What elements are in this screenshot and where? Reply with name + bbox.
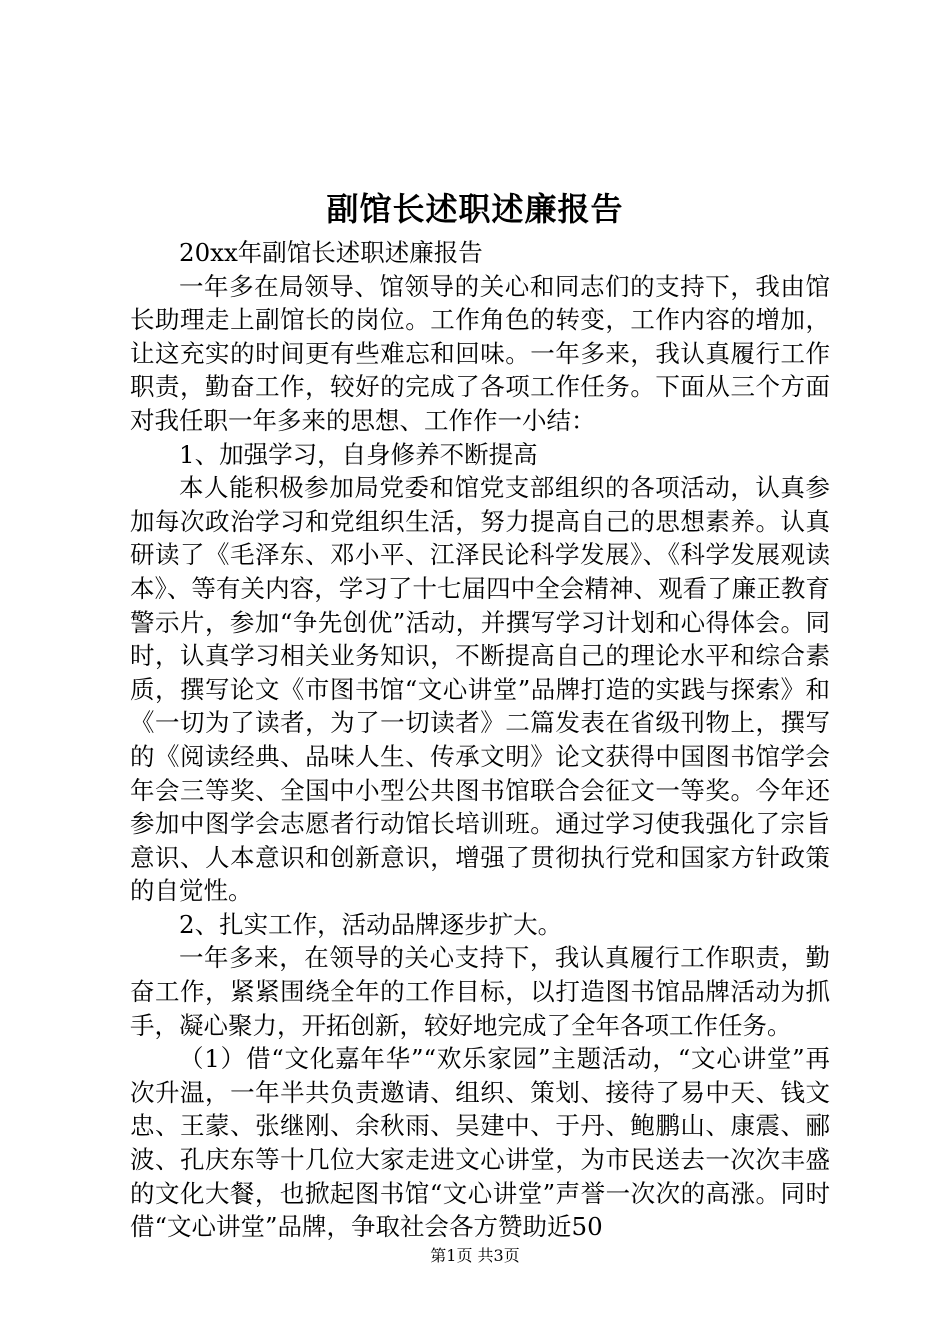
paragraph-item-1: （1）借“文化嘉年华”“欢乐家园”主题活动，“文心讲堂”再次升温，一年半共负责邀请、组织、策划、接待了易中天、钱文忠、王蒙、张继刚、余秋雨、吴建中、于丹、鲍鹏山、康震、郦波、孔庆东等十几位大家走进文心讲堂，为市民送去一次次丰盛的文化大餐，也掀起图书馆“文心讲堂”声誉一次次的高涨。同时借“文心讲堂”品牌，争取社会各方赞助近50: [130, 1044, 830, 1242]
paragraph-study: 本人能积极参加局党委和馆党支部组织的各项活动，认真参加每次政治学习和党组织生活，努力提高自己的思想素养。认真研读了《毛泽东、邓小平、江泽民论科学发展》、《科学发展观读本》、等有关内容，学习了十七届四中全会精神、观看了廉正教育警示片，参加“争先创优”活动，并撰写学习计划和心得体会。同时，认真学习相关业务知识，不断提高自己的理论水平和综合素质，撰写论文《市图书馆“文心讲堂”品牌打造的实践与探索》和《一切为了读者，为了一切读者》二篇发表在省级刊物上，撰写的《阅读经典、品味人生、传承文明》论文获得中国图书馆学会年会三等奖、全国中小型公共图书馆联合会征文一等奖。今年还参加中图学会志愿者行动馆长培训班。通过学习使我强化了宗旨意识、人本意识和创新意识，增强了贯彻执行党和国家方针政策的自觉性。: [130, 473, 830, 906]
section-heading-1: 1、加强学习，自身修养不断提高: [179, 439, 538, 469]
document-title: 副馆长述职述廉报告: [326, 190, 624, 228]
paragraph-intro: 一年多在局领导、馆领导的关心和同志们的支持下，我由馆长助理走上副馆长的岗位。工作角色的转变，工作内容的增加，让这充实的时间更有些难忘和回味。一年多来，我认真履行工作职责，勤奋工作，较好的完成了各项工作任务。下面从三个方面对我任职一年多来的思想、工作作一小结：: [130, 271, 830, 435]
report-subtitle: 20xx年副馆长述职述廉报告: [179, 238, 483, 267]
section-heading-2: 2、扎实工作，活动品牌逐步扩大。: [179, 909, 563, 939]
paragraph-work: 一年多来，在领导的关心支持下，我认真履行工作职责，勤奋工作，紧紧围绕全年的工作目标，以打造图书馆品牌活动为抓手，凝心聚力，开拓创新，较好地完成了全年各项工作任务。: [130, 943, 830, 1040]
document-body: [130, 236, 830, 1244]
page-footer: 第1页 共3页: [430, 1246, 520, 1265]
